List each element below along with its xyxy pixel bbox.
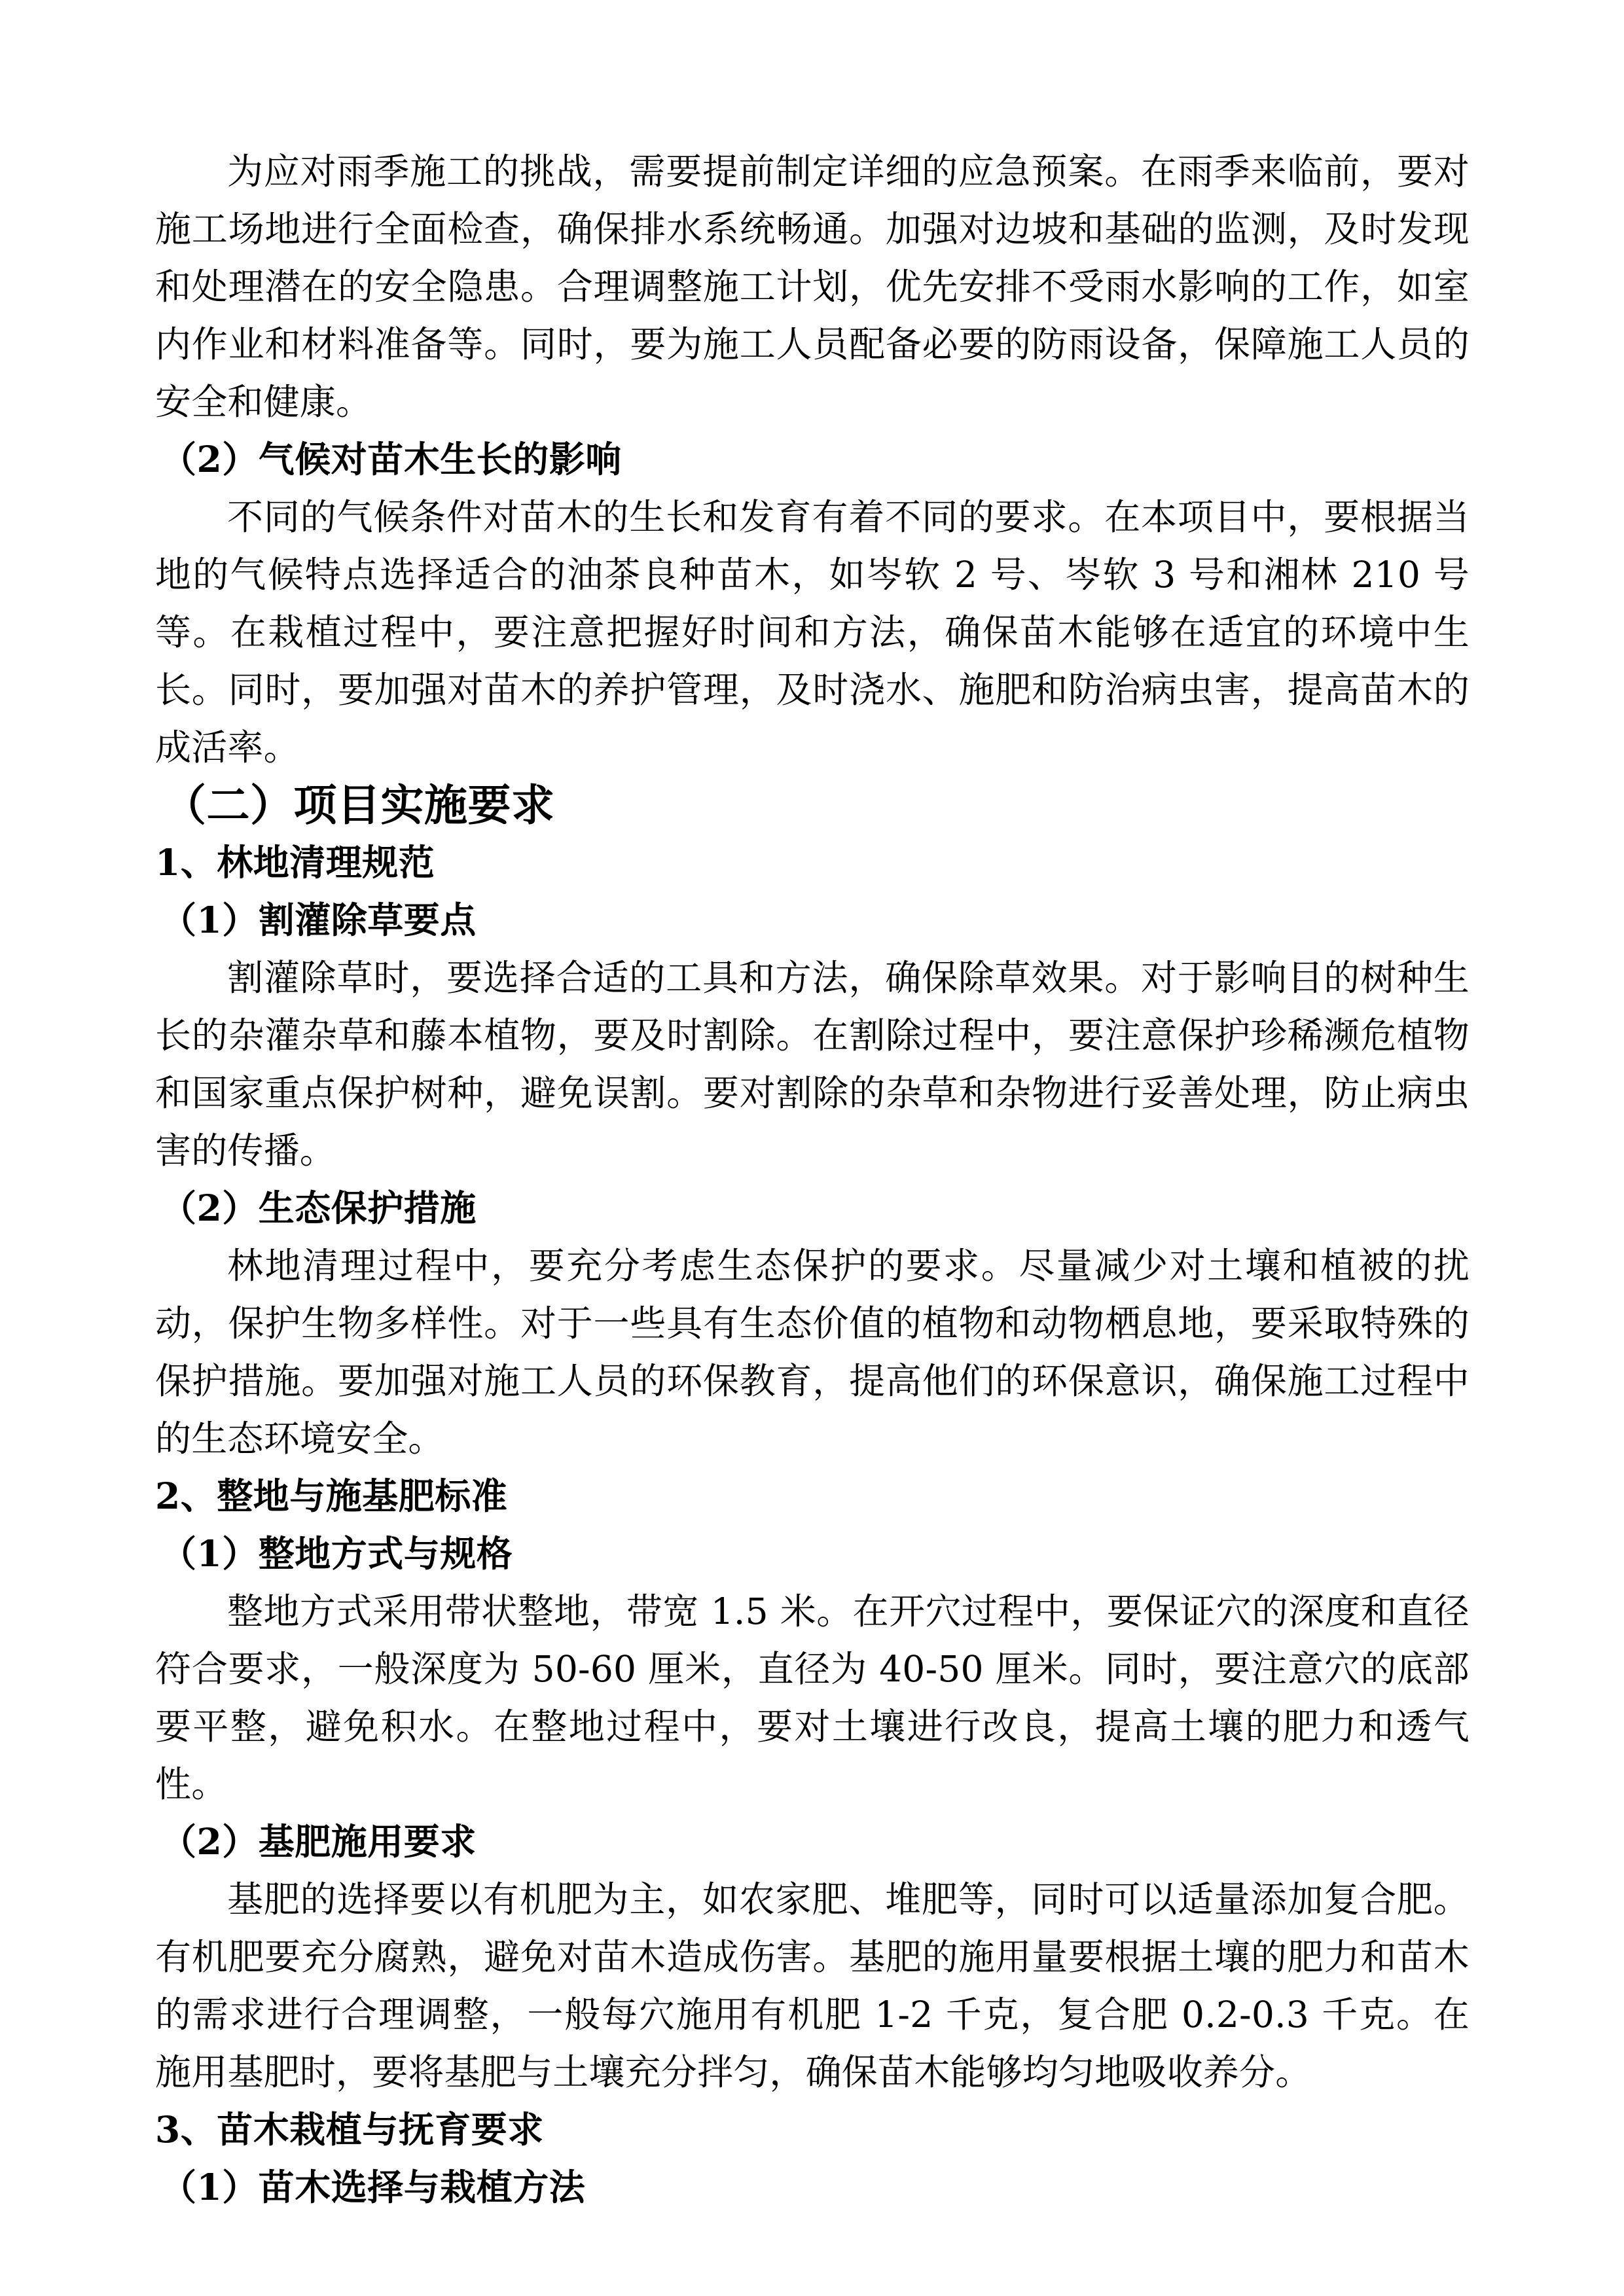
para-ecological-protection-measures: 林地清理过程中，要充分考虑生态保护的要求。尽量减少对土壤和植被的扰动，保护生物多样性。对于一些具有生态价值的植物和动物栖息地，要采取特殊的保护措施。要加强对施工人员的环保教育，提高他们的环保意识，确保施工过程中的生态环境安全。 [155, 1245, 1470, 1460]
heading-ecological-protection-measures: （2）生态保护措施 [160, 1187, 477, 1229]
para-land-preparation-method-specs: 整地方式采用带状整地，带宽 1.5 米。在开穴过程中，要保证穴的深度和直径符合要求，一般深度为 50-60 厘米，直径为 40-50 厘米。同时，要注意穴的底部要平整，避免积水。在整地过程中，要对土壤进行改良，提高土壤的肥力和透气性。 [155, 1590, 1470, 1805]
heading-seedling-planting-tending-requirements: 3、苗木栽植与抚育要求 [155, 2108, 544, 2151]
document-body [155, 143, 1470, 2216]
heading-base-fertilizer-application-requirements: （2）基肥施用要求 [160, 1820, 477, 1863]
para-climate-effect-on-seedlings: 不同的气候条件对苗木的生长和发育有着不同的要求。在本项目中，要根据当地的气候特点选择适合的油茶良种苗木，如岑软 2 号、岑软 3 号和湘林 210 号等。在栽植过程中，要注意把握好时间和方法，确保苗木能够在适宜的环境中生长。同时，要加强对苗木的养护管理，及时浇水、施肥和防治病虫害，提高苗木的成活率。 [155, 496, 1470, 768]
heading-forest-land-clearing-standards: 1、林地清理规范 [155, 841, 435, 884]
para-shrub-cutting-weeding-points: 割灌除草时，要选择合适的工具和方法，确保除草效果。对于影响目的树种生长的杂灌杂草和藤本植物，要及时割除。在割除过程中，要注意保护珍稀濒危植物和国家重点保护树种，避免误割。要对割除的杂草和杂物进行妥善处理，防止病虫害的传播。 [155, 957, 1470, 1172]
heading-shrub-cutting-weeding-points: （1）割灌除草要点 [160, 899, 477, 941]
heading-land-preparation-method-specs: （1）整地方式与规格 [160, 1532, 513, 1575]
para-base-fertilizer-application-requirements: 基肥的选择要以有机肥为主，如农家肥、堆肥等，同时可以适量添加复合肥。有机肥要充分腐熟，避免对苗木造成伤害。基肥的施用量要根据土壤的肥力和苗木的需求进行合理调整，一般每穴施用有机肥 1-2 千克，复合肥 0.2-0.3 千克。在施用基肥时，要将基肥与土壤充分拌匀，确保苗木能够均匀地吸收养分。 [155, 1878, 1470, 2093]
heading-climate-effect-on-seedlings: （2）气候对苗木生长的影响 [160, 438, 622, 480]
heading-seedling-selection-planting-method: （1）苗木选择与栽植方法 [160, 2166, 586, 2208]
heading-project-implementation-requirements: （二）项目实施要求 [163, 780, 555, 831]
para-rainy-season-contingency: 为应对雨季施工的挑战，需要提前制定详细的应急预案。在雨季来临前，要对施工场地进行全面检查，确保排水系统畅通。加强对边坡和基础的监测，及时发现和处理潜在的安全隐患。合理调整施工计划，优先安排不受雨水影响的工作，如室内作业和材料准备等。同时，要为施工人员配备必要的防雨设备，保障施工人员的安全和健康。 [155, 151, 1470, 423]
heading-land-preparation-base-fertilizer-standards: 2、整地与施基肥标准 [155, 1475, 508, 1517]
